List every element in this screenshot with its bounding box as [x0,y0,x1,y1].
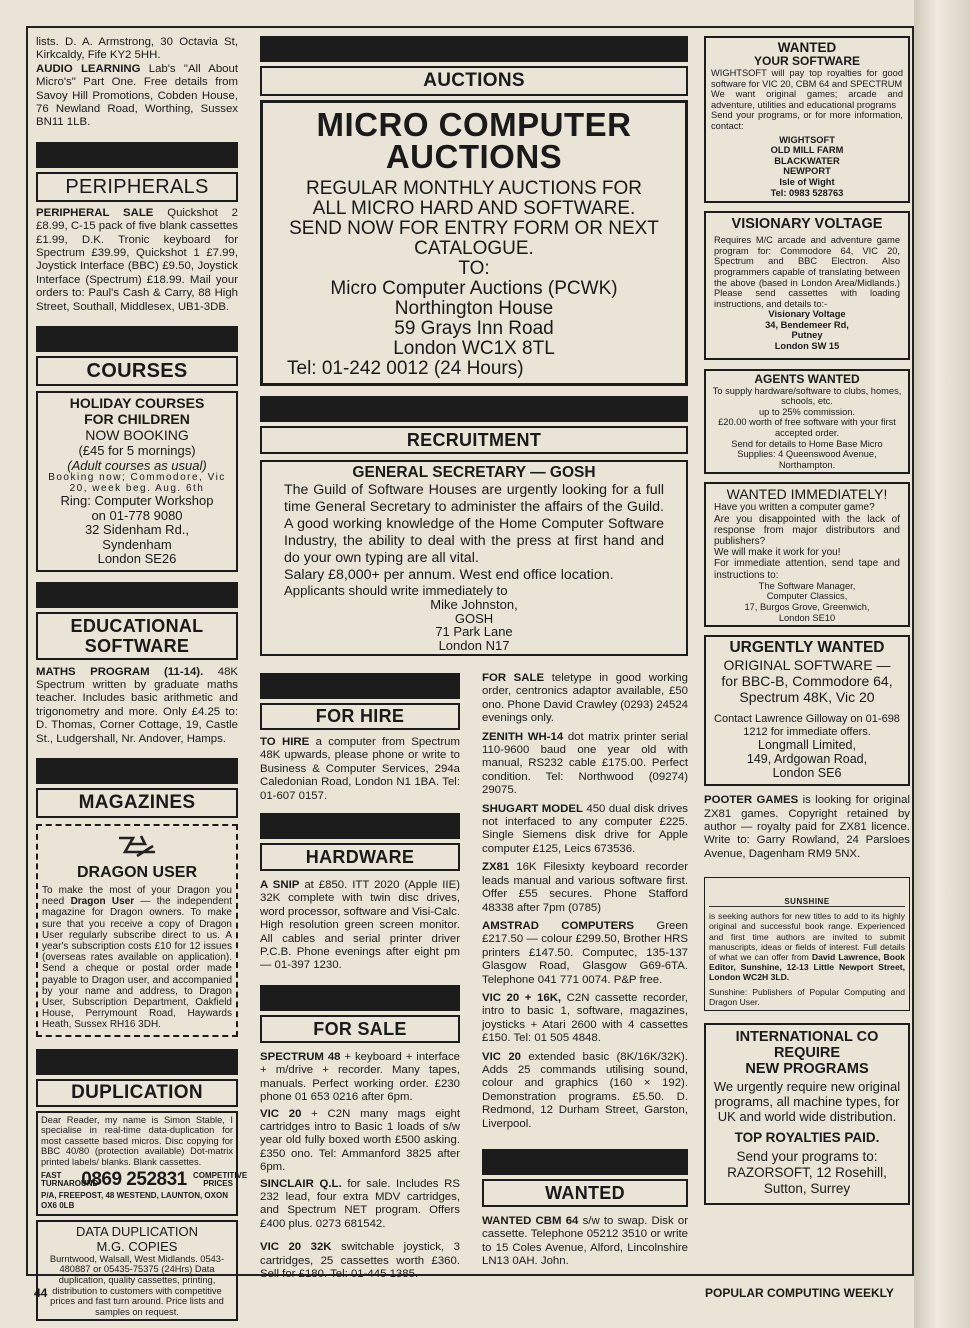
pooter-games-ad: POOTER GAMES is looking for original ZX81 games. Copyright retained by author — royalty paid for ZX81 licence. Write to: Garry Rowland, 24 Parsloes Avenue, Dagenham RM9 5NX. [704,794,910,860]
sale-item: VIC 20 32K switchable joystick, 3 cartridges, 25 cassettes worth £360. Sell for £180. Tel: 01-445 1385. [260,1241,460,1280]
dragon-logo-icon [42,832,232,862]
audio-ad: AUDIO LEARNING Lab's "All About Micro's" Part One. Free details from Savoy Hill Promotions, Cobden House, 76 Newland Road, Worthing, Sussex BN11 1LB. [36,62,239,129]
duplication-heading: DUPLICATION [36,1079,238,1107]
sale-item: SHUGART MODEL 450 dual disk drives not interfaced to any computer £225. Single Siemens disk drive for Apple computer £125, Leics 673536. [482,802,688,855]
page-edge [914,0,970,1328]
section-bar [260,985,460,1011]
snip-ad: A SNIP at £850. ITT 2020 (Apple IIE) 32K complete with twin disc drives, word processor, software and Visi-Calc. High resolution green screen monitor. All cables and serial printer driver P.C.B. Phone evenings after eight pm — 01-397 1230. [260,879,460,972]
section-bar [36,326,238,352]
publication-name: POPULAR COMPUTING WEEKLY [705,1286,894,1300]
agents-wanted-ad: AGENTS WANTED To supply hardware/software to clubs, homes, schools, etc. up to 25% commission. £20.00 worth of free software with your first accepted order. Send for details to Home Base Micro Supplies: 4 Queenswood Avenue, Northampton. [704,369,910,475]
magazines-heading: MAGAZINES [36,788,238,818]
sale-item: VIC 20 + C2N many mags eight cartridges intro to Basic 1 loads of s/w year old fully boxed worth £500 asking. £350 ono. Tel: Ammanford 3825 after 6pm. [260,1107,460,1174]
educational-heading: EDUCATIONAL SOFTWARE [36,612,238,660]
urgently-wanted-ad: URGENTLY WANTED ORIGINAL SOFTWARE — for BBC-B, Commodore 64, Spectrum 48K, Vic 20 Contact Lawrence Gilloway on 01-698 1212 for immediate offers. Longmall Limited, 149, Ardgowan Road, London SE6 [704,635,910,786]
wanted-immediately-ad: WANTED IMMEDIATELY! Have you written a computer game? Are you disappointed with the lack of response from major distributors and publishers? We will make it work for you! For immediate attention, send tape and instructions to: The Software Manager, Computer Classics, 17, Burgos Grove, Greenwich, London SE10 [704,482,910,627]
sale-item: AMSTRAD COMPUTERS Green £217.50 — colour £299.50, Brother HRS printers £147.50. Computec, 135-137 Glasgow Road, Glasgow G69-6TA. Telephone 041 771 0074. P&P free. [482,919,689,986]
mg-copies-ad: DATA DUPLICATION M.G. COPIES Burntwood, Walsall, West Midlands. 0543-480887 or 05435-75375 (24Hrs) Data duplication, quality cassettes, printing, distribution to customers with competitive prices and fast turn around. Price lists and samples on request. [36,1220,238,1322]
column-left [36,28,248,1321]
wightsoft-ad: WANTED YOUR SOFTWARE WIGHTSOFT will pay top royalties for good software for VIC 20, CBM 64 and SPECTRUM We want original games; arcade and adventure, utilities and educational programs Send your programs, or for more information, contact: WIGHTSOFT OLD MILL FARM BLACKWATER NEWPORT Isle of Wight Tel: 0983 528763 [704,36,910,203]
intro-text: lists. D. A. Armstrong, 30 Octavia St, Kirkcaldy, Fife KY2 5HH. [36,36,238,62]
auctions-heading: AUCTIONS [260,66,688,96]
column-middle [260,28,689,1280]
section-bar [482,1149,688,1175]
section-bar [36,582,238,608]
section-bar [36,1049,238,1075]
sale-item: FOR SALE teletype in good working order, centronics adaptor available, £50 ono. Phone David Crawley (0293) 24524 evenings only. [482,672,688,725]
middle-lower-right [482,672,688,1269]
micro-computer-auctions-ad: MICRO COMPUTER AUCTIONS REGULAR MONTHLY AUCTIONS FOR ALL MICRO HARD AND SOFTWARE. SEND NOW FOR ENTRY FORM OR NEXT CATALOGUE. TO: Micro Computer Auctions (PCWK) Northington House 59 Grays Inn Road London WC1X 8TL Tel: 01-242 0012 (24 Hours) [260,100,688,386]
for-hire-heading: FOR HIRE [260,703,460,730]
razorsoft-ad: INTERNATIONAL CO REQUIRE NEW PROGRAMS We urgently require new original programs, all machine types, for UK and world wide distribution. TOP ROYALTIES PAID. Send your programs to: RAZORSOFT, 12 Rosehill, Sutton, Surrey [704,1023,910,1205]
sale-item: SPECTRUM 48 + keyboard + interface + m/drive + recorder. Many tapes, manuals. Perfect working order. £230 phone 01 653 0216 after 6pm. [260,1050,460,1104]
hardware-heading: HARDWARE [260,843,460,871]
sale-item: VIC 20 + 16K, C2N cassette recorder, intro to basic 1, software, magazines, joysticks + Atari 2600 with 4 cassettes £150. Tel: 01 505 4848. [482,991,688,1045]
section-bar [260,673,460,699]
column-right [704,28,910,1205]
middle-lower-left [260,673,460,1281]
visionary-voltage-ad: VISIONARY VOLTAGE Requires M/C arcade and adventure game program for: Commodore 64, VIC 20, Spectrum and BBC Electron. Also programmers capable of translating between the above (based in London Area/Midlands.) Please send cassettes with loading instructions, and details to:- Visionary Voltage 34, Bendemeer Rd, Putney London SW 15 [704,211,910,360]
sale-item: VIC 20 extended basic (8K/16K/32K). Adds 25 commands utilising sound, colour and graphics (160 × 192). Demonstration programs. £5.50. D. Redmond, 12 Durham Street, Garston, Liverpool. [482,1050,689,1130]
section-bar [36,142,238,168]
sunshine-ad: SUNSHINE is seeking authors for new titles to add to its highly original and successful book range. Experienced and first time authors are invited to submit manuscripts, ideas or fields of interest. Full details of what we can offer from David Lawrence, Book Editor, Sunshine, 12-13 Little Newport Street, London WC2H 3LD. Sunshine: Publishers of Popular Computing and Dragon User. [704,877,910,1011]
peripherals-ad: PERIPHERAL SALE Quickshot 2 £8.99, C-15 pack of five blank cassettes £1.99, D.K. Tronic keyboard for Spectrum £39.99, Quickshot 1 £7.99, Joystick Interface (BBC) £9.50, Joystick Interface (Spectrum) £18.99. Mail your orders to: Paul's Cash & Carry, 88 High Street, Southall, Middlesex, UB1-3DB. [36,206,238,313]
sale-item: ZX81 16K Filesixty keyboard recorder leads manual and various software first. Offer £55 secures. Phone Stafford 48338 after 7pm (0785) [482,861,689,914]
sunshine-logo: SUNSHINE [709,897,905,907]
maths-program-ad: MATHS PROGRAM (11-14). 48K Spectrum written by graduate maths teacher. Includes basic arithmetic and trigonometry and more. Only £4.25 to: D. Thomas, Corner Cottage, 19, Castle St., Ludgershall, Nr. Andover, Hamps. [36,665,239,745]
section-bar [36,758,238,784]
general-secretary-ad: GENERAL SECRETARY — GOSH The Guild of Software Houses are urgently looking for a full time General Secretary to administer the affairs of the Guild. A good working knowledge of the Home Computer Software Industry, the ability to deal with the press at first hand and do your own typing are all vital. Salary £8,000+ per annum. West end office location. Applicants should write immediately to Mike Johnston, GOSH 71 Park Lane London N17 [260,460,688,656]
hire-ad: TO HIRE a computer from Spectrum 48K upwards, please phone or write to Business & Computer Services, 294a Caledonian Road, London N1 1BA. Tel: 01-607 0157. [260,736,460,802]
sale-item: SINCLAIR Q.L. for sale. Includes RS 232 lead, four extra MDV cartridges, and Spectrum NET program. Offers £400 plus. 0273 681542. [260,1177,460,1230]
peripherals-heading: PERIPHERALS [36,172,238,202]
page-number: 44 [34,1286,48,1300]
for-sale-heading: FOR SALE [260,1015,460,1043]
section-bar [260,36,688,62]
section-bar [260,396,688,422]
wanted-heading: WANTED [482,1179,688,1207]
recruitment-heading: RECRUITMENT [260,426,688,454]
sale-item: ZENITH WH-14 dot matrix printer serial 110-9600 baud one year old with manual, RS232 cable £175.00. Perfect condition. Tel: Northwood (09274) 29075. [482,730,688,797]
wanted-ad: WANTED CBM 64 s/w to swap. Disk or cassette. Telephone 05212 3510 or write to 15 Coles Avenue, Alford, Lincolnshire LN13 0AH. John. [482,1215,688,1268]
courses-ad: HOLIDAY COURSES FOR CHILDREN NOW BOOKING (£45 for 5 mornings) (Adult courses as usual) Booking now; Commodore, Vic 20, week beg. Aug. 6th Ring: Computer Workshop on 01-778 9080 32 Sidenham Rd., Syndenham London SE26 [36,391,238,572]
section-bar [260,813,460,839]
stable-duplication-ad: Dear Reader, my name is Simon Stable, I specialise in real-time data-duplication for most cassette based micros. Disc copying for BBC 40/80 (protection available) Dot-matrix printed labels/ blanks. Blank cassettes. FAST TURNAROUND 0869 252831 COMPETITIVE PRICES P/A, FREEPOST, 48 WESTEND, LAUNTON, OXON OX6 0LB [36,1111,238,1216]
dragon-user-ad: DRAGON USER To make the most of your Dragon you need Dragon User — the independent magazine for Dragon owners. To make sure that you receive a copy of Dragon User regularly subscribe direct to us. A year's subscription costs £10 for 12 issues (overseas rates available on application). Send a cheque or postal order made payable to Dragon user, and accompanied by your name and address, to Dragon User, Subscription Department, Oakfield House, Perrymount Road, Haywards Heath, Sussex RH16 3DH. [36,824,238,1037]
courses-heading: COURSES [36,356,238,386]
